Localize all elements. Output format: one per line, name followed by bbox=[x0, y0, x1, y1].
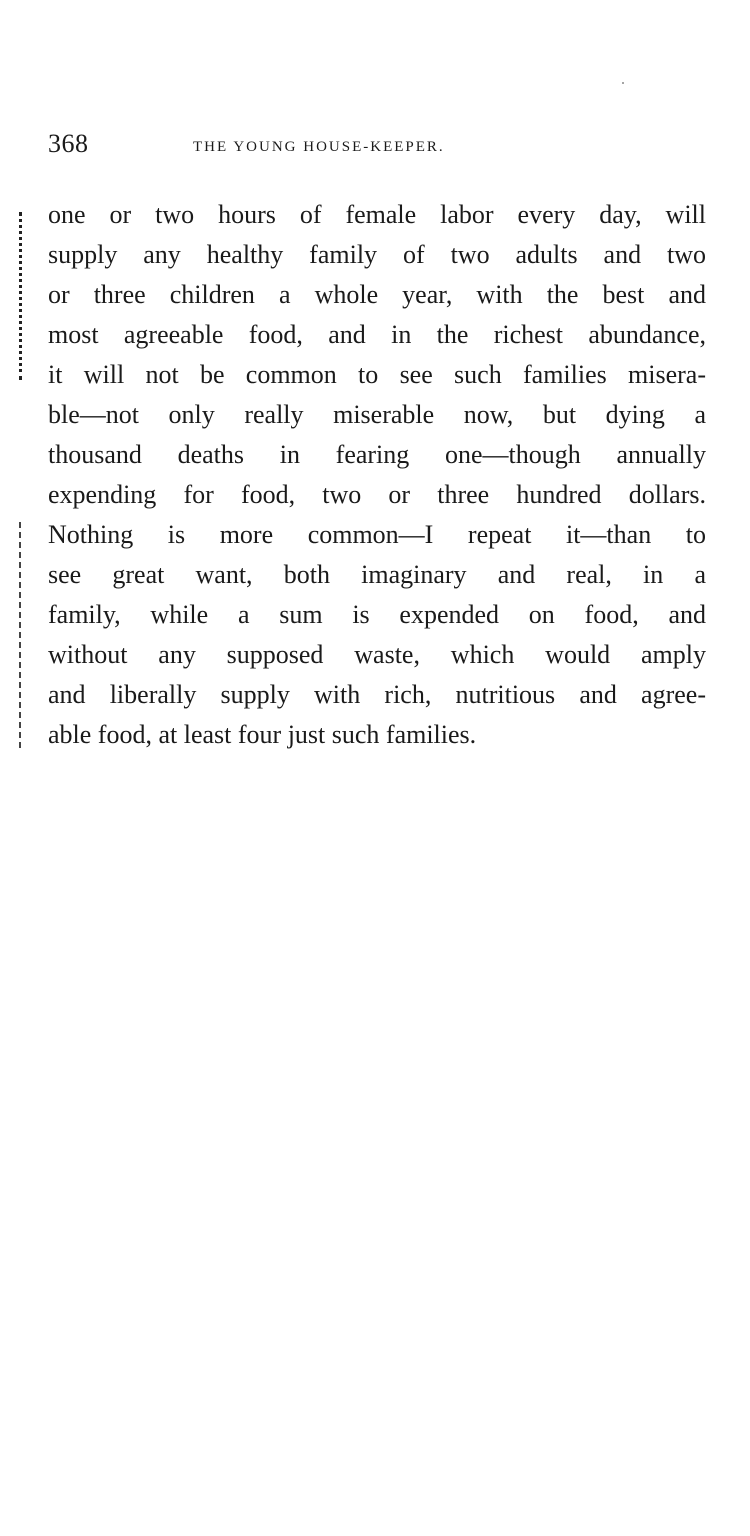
text-line: without any supposed waste, which would amply bbox=[48, 640, 706, 669]
page-number: 368 bbox=[48, 129, 89, 158]
margin-pencil-mark bbox=[19, 212, 22, 380]
scan-speck bbox=[622, 82, 624, 84]
body-text bbox=[48, 195, 706, 755]
text-line: able food, at least four just such families. bbox=[48, 720, 477, 749]
text-line: it will not be common to see such families misera- bbox=[48, 360, 706, 389]
text-line: family, while a sum is expended on food, and bbox=[48, 600, 706, 629]
text-line: one or two hours of female labor every day, will bbox=[48, 200, 706, 229]
text-line: or three children a whole year, with the best and bbox=[48, 280, 706, 309]
text-line: ble—not only really miserable now, but dying a bbox=[48, 400, 706, 429]
text-line: see great want, both imaginary and real, in a bbox=[48, 560, 706, 589]
running-head: THE YOUNG HOUSE-KEEPER. bbox=[193, 139, 445, 155]
text-line: supply any healthy family of two adults and two bbox=[48, 240, 706, 269]
text-line: and liberally supply with rich, nutritious and agree- bbox=[48, 680, 706, 709]
text-line: most agreeable food, and in the richest abundance, bbox=[48, 320, 706, 349]
text-line: expending for food, two or three hundred dollars. bbox=[48, 480, 706, 509]
margin-pencil-mark bbox=[19, 522, 21, 748]
text-line: Nothing is more common—I repeat it—than to bbox=[48, 520, 706, 549]
text-line: thousand deaths in fearing one—though annually bbox=[48, 440, 706, 469]
